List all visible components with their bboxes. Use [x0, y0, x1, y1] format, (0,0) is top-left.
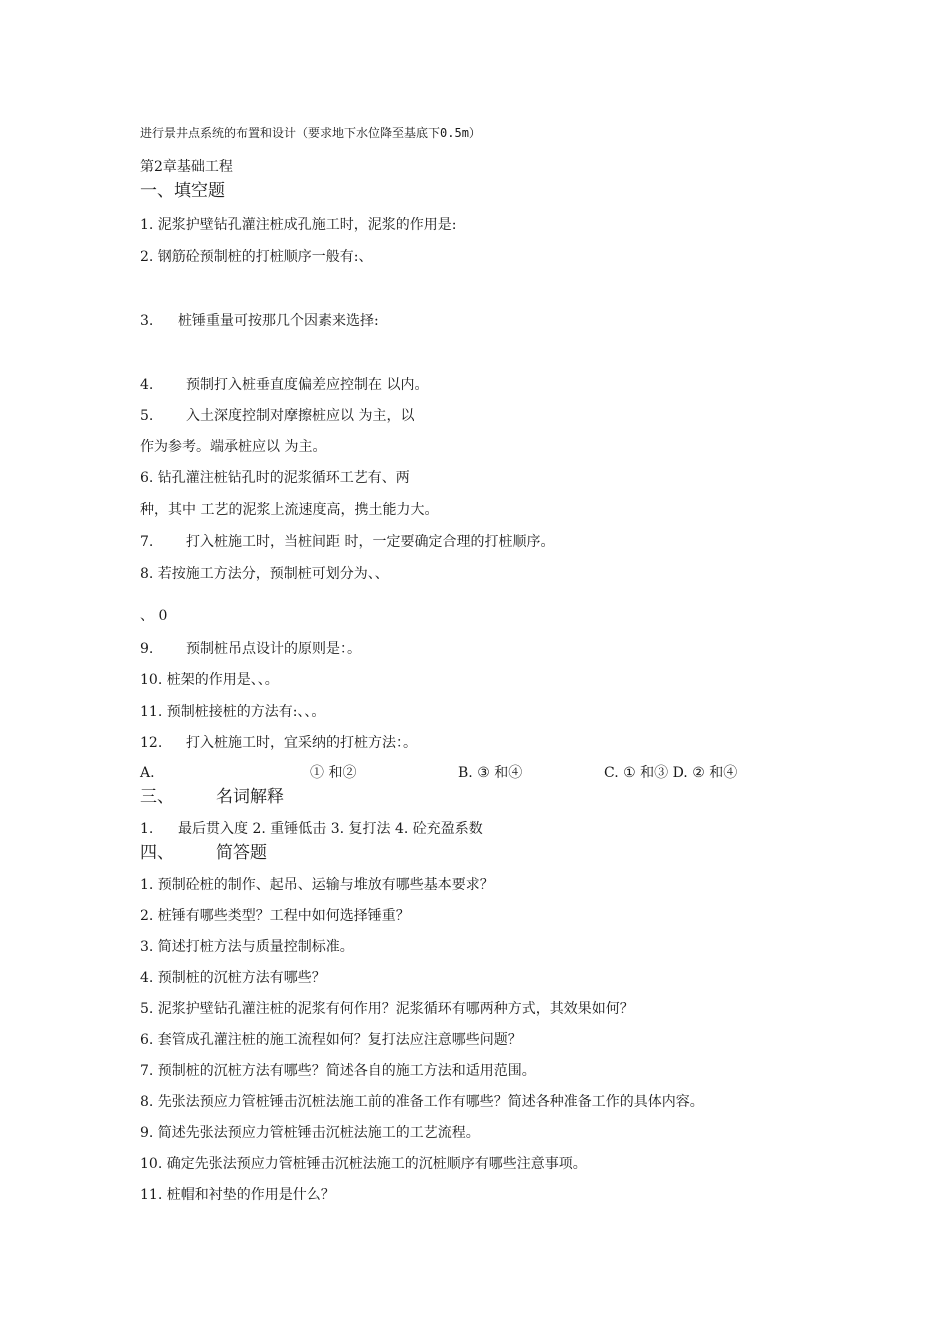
- question-item: 7. 预制桩的沉桩方法有哪些？简述各自的施工方法和适用范围。: [140, 1063, 536, 1079]
- question-item: 预制桩吊点设计的原则是：。: [186, 641, 361, 657]
- question-item: 5. 泥浆护壁钻孔灌注桩的泥浆有何作用？泥浆循环有哪两种方式，其效果如何？: [140, 1001, 634, 1017]
- question-item: 打入桩施工时，当桩间距 时，一定要确定合理的打桩顺序。: [186, 534, 555, 550]
- question-item: 4. 预制桩的沉桩方法有哪些？: [140, 970, 326, 986]
- question-continuation: 种，其中 工艺的泥浆上流速度高，携土能力大。: [140, 502, 439, 518]
- question-item: 1. 泥浆护壁钻孔灌注桩成孔施工时，泥浆的作用是:: [140, 217, 457, 233]
- question-number: 7.: [140, 534, 154, 550]
- question-item: 10. 确定先张法预应力管桩锤击沉桩法施工的沉桩顺序有哪些注意事项。: [140, 1156, 587, 1172]
- section-number-terms: 三、: [140, 787, 174, 807]
- question-item: 6. 钻孔灌注桩钻孔时的泥浆循环工艺有、两: [140, 470, 410, 486]
- intro-close: ）: [468, 126, 481, 140]
- question-item: 11. 桩帽和衬垫的作用是什么？: [140, 1187, 335, 1203]
- question-number: 9.: [140, 641, 154, 657]
- intro-line: [140, 124, 481, 142]
- option-a-text: ① 和②: [310, 765, 357, 781]
- question-item: 3. 简述打桩方法与质量控制标准。: [140, 939, 354, 955]
- question-item: 打入桩施工时，宜采纳的打桩方法：。: [186, 735, 417, 751]
- intro-text: 进行景井点系统的布置和设计（要求地下水位降至基底下: [140, 126, 441, 140]
- option-a-label: A.: [140, 765, 155, 781]
- intro-value: 0.5m: [440, 126, 469, 140]
- question-item: 9. 简述先张法预应力管桩锤击沉桩法施工的工艺流程。: [140, 1125, 480, 1141]
- question-item: 11. 预制桩接桩的方法有:、、。: [140, 704, 326, 720]
- section-title-short-answer: 简答题: [216, 843, 267, 863]
- question-item: 2. 钢筋砼预制桩的打桩顺序一般有:、: [140, 249, 373, 265]
- question-item: 1. 预制砼桩的制作、起吊、运输与堆放有哪些基本要求？: [140, 877, 494, 893]
- question-number: 1.: [140, 821, 154, 837]
- question-number: 12.: [140, 735, 163, 751]
- question-number: 3.: [140, 313, 154, 329]
- chapter-title: 第2章基础工程: [140, 159, 233, 175]
- question-item: 8. 若按施工方法分，预制桩可划分为、、: [140, 566, 389, 582]
- question-number: 4.: [140, 377, 154, 393]
- option-cd: C. ① 和③ D. ② 和④: [604, 765, 738, 781]
- question-item: 桩锤重量可按那几个因素来选择:: [178, 313, 379, 329]
- question-item: 入土深度控制对摩擦桩应以 为主，以: [186, 408, 415, 424]
- question-item: 预制打入桩垂直度偏差应控制在 以内。: [186, 377, 429, 393]
- question-item: 8. 先张法预应力管桩锤击沉桩法施工前的准备工作有哪些？简述各种准备工作的具体内容。: [140, 1094, 704, 1110]
- question-item: 10. 桩架的作用是、、。: [140, 672, 279, 688]
- question-continuation: 作为参考。端承桩应以 为主。: [140, 439, 327, 455]
- section-number-short-answer: 四、: [140, 843, 174, 863]
- question-item: 6. 套管成孔灌注桩的施工流程如何？复打法应注意哪些问题？: [140, 1032, 522, 1048]
- terms-list: 最后贯入度 2. 重锤低击 3. 复打法 4. 砼充盈系数: [178, 821, 483, 837]
- section-title-fill-blank: 一、填空题: [140, 181, 225, 201]
- section-title-terms: 名词解释: [216, 787, 284, 807]
- question-item: 2. 桩锤有哪些类型？工程中如何选择锤重？: [140, 908, 410, 924]
- question-number: 5.: [140, 408, 154, 424]
- option-b: B. ③ 和④: [458, 765, 523, 781]
- question-continuation: 、 0: [140, 608, 168, 624]
